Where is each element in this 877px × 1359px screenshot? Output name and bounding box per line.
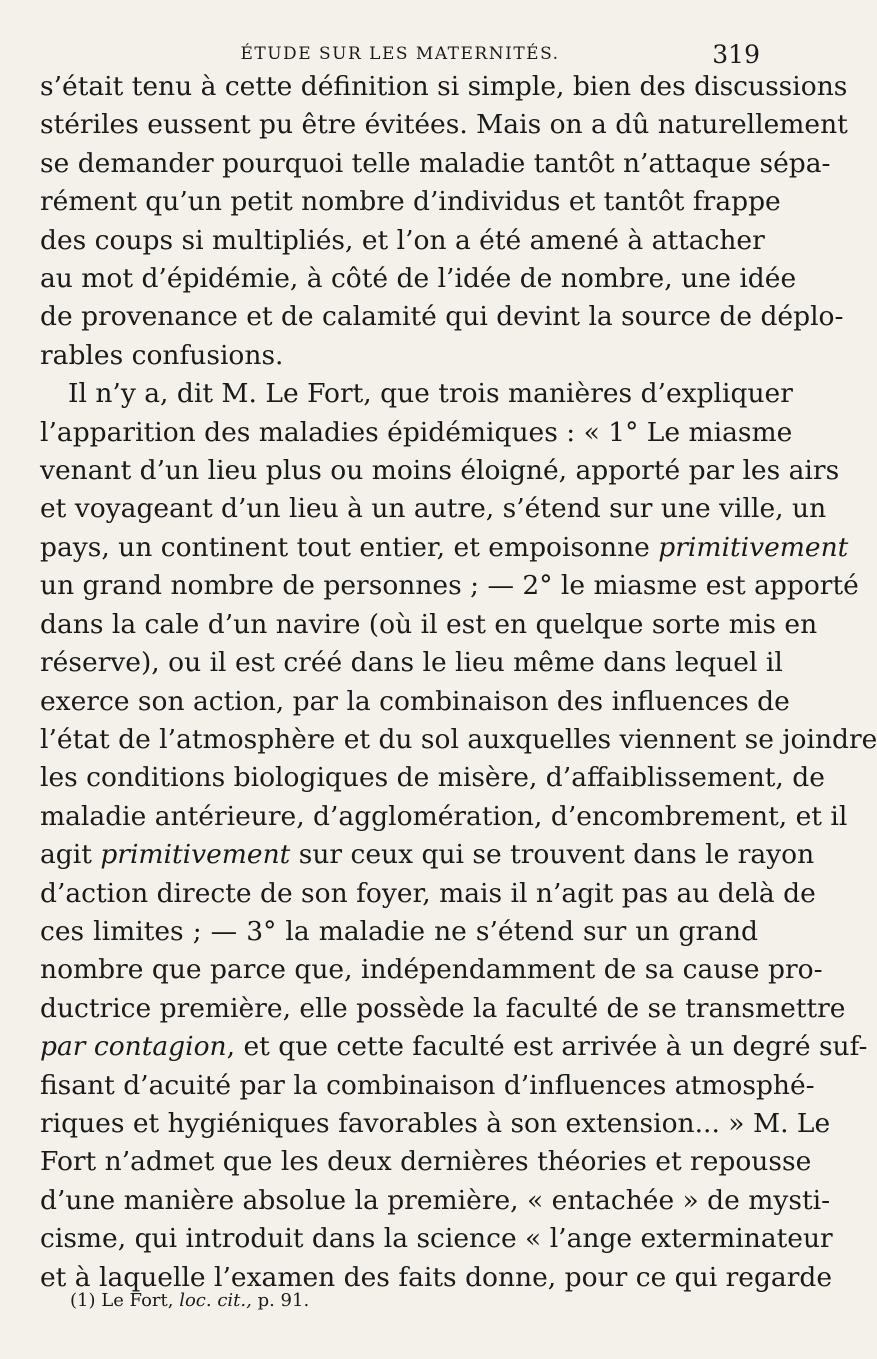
text-line: cisme, qui introduit dans la science « l’ange exterminateur	[40, 1223, 833, 1255]
text-line: et à laquelle l’examen des faits donne, pour ce qui regarde	[40, 1261, 833, 1293]
text-line: un grand nombre de personnes ; — 2° le miasme est apporté	[40, 570, 859, 602]
page-number: 319	[712, 40, 760, 69]
text-line: Fort n’admet que les deux dernières théories et repousse	[40, 1146, 812, 1178]
text-line: les conditions biologiques de misère, d’affaiblissement, de	[40, 762, 825, 794]
text-line: d’action directe de son foyer, mais il n’agit pas au delà de	[40, 877, 816, 909]
footnote	[70, 1290, 309, 1311]
body-text	[40, 68, 877, 1297]
footnote-page: p. 91.	[257, 1290, 310, 1311]
text-line: par contagion, et que cette faculté est arrivée à un degré suf-	[40, 1031, 868, 1063]
footnote-marker: (1)	[70, 1290, 96, 1311]
text-line: fisant d’acuité par la combinaison d’influences atmosphé-	[40, 1069, 815, 1101]
footnote-author: Le Fort,	[101, 1290, 174, 1311]
text-line: venant d’un lieu plus ou moins éloigné, apporté par les airs	[40, 455, 840, 487]
text-line: dans la cale d’un navire (où il est en quelque sorte mis en	[40, 608, 818, 640]
text-line: riques et hygiéniques favorables à son extension... » M. Le	[40, 1107, 831, 1139]
text-line: pays, un continent tout entier, et empoisonne primitivement	[40, 531, 849, 563]
text-line: de provenance et de calamité qui devint la source de déplo-	[40, 301, 844, 333]
text-line: l’apparition des maladies épidémiques : « 1° Le miasme	[40, 416, 793, 448]
text-line: au mot d’épidémie, à côté de l’idée de nombre, une idée	[40, 263, 797, 295]
text-line: Il n’y a, dit M. Le Fort, que trois manières d’expliquer	[68, 378, 793, 410]
text-line: se demander pourquoi telle maladie tantôt n’attaque sépa-	[40, 147, 831, 179]
text-line: agit primitivement sur ceux qui se trouvent dans le rayon	[40, 839, 815, 871]
text-line: rément qu’un petit nombre d’individus et tantôt frappe	[40, 186, 781, 218]
text-line: s’était tenu à cette définition si simple, bien des discussions	[40, 71, 848, 102]
text-line: des coups si multipliés, et l’on a été amené à attacher	[40, 224, 765, 256]
text-line: nombre que parce que, indépendamment de sa cause pro-	[40, 954, 823, 986]
paragraph-1	[40, 68, 848, 375]
text-line: rables confusions.	[40, 339, 284, 371]
text-line: réserve), ou il est créé dans le lieu même dans lequel il	[40, 647, 783, 679]
text-line: d’une manière absolue la première, « entachée » de mysti-	[40, 1184, 831, 1216]
text-line: stériles eussent pu être évitées. Mais on a dû naturellement	[40, 109, 848, 141]
running-title: ÉTUDE SUR LES MATERNITÉS.	[240, 44, 560, 64]
text-line: l’état de l’atmosphère et du sol auxquelles viennent se joindre	[40, 723, 877, 755]
text-line: ces limites ; — 3° la maladie ne s’étend sur un grand	[40, 915, 758, 947]
footnote-reference: loc. cit.,	[179, 1290, 252, 1311]
text-line: exerce son action, par la combinaison des influences de	[40, 685, 790, 717]
text-line: et voyageant d’un lieu à un autre, s’étend sur une ville, un	[40, 493, 827, 525]
text-line: maladie antérieure, d’agglomération, d’encombrement, et il	[40, 800, 848, 832]
text-line: ductrice première, elle possède la faculté de se transmettre	[40, 992, 846, 1024]
paragraph-2	[40, 375, 877, 1297]
